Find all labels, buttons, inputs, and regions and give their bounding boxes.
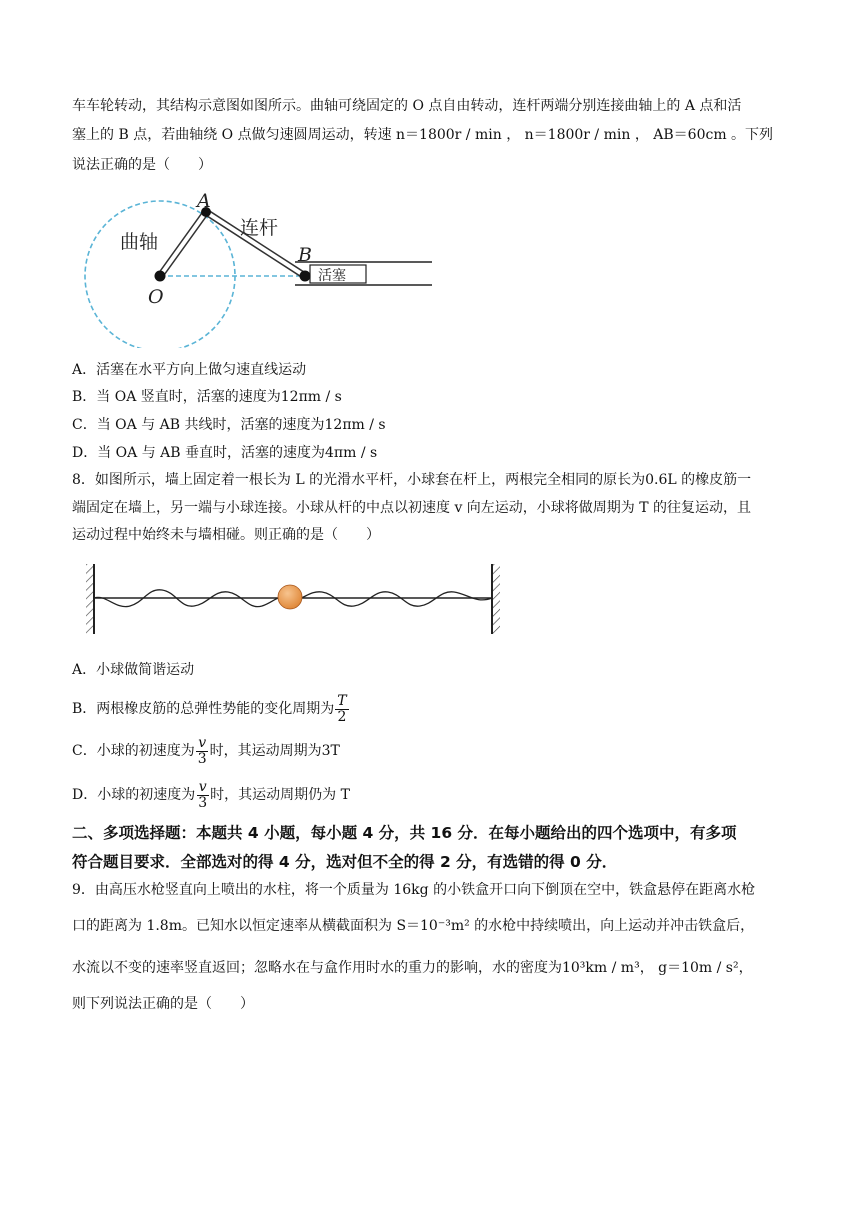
label-point-a: A (197, 190, 211, 212)
label-crank: 曲轴 (120, 231, 159, 253)
label-point-b: B (298, 244, 312, 266)
fraction-v-over-3: $\frac{v}{3}$ (198, 778, 208, 811)
q8-option-d-prefix: D．小球的初速度为 (72, 787, 196, 803)
q8-option-b-text: B．两根橡皮筋的总弹性势能的变化周期为 (72, 701, 335, 717)
fraction-t-over-2: $\frac{T}{2}$ (337, 692, 347, 725)
q8-option-c (72, 734, 340, 768)
crank-arm (160, 212, 206, 276)
ball (278, 585, 302, 609)
q8-option-a: A．小球做简谐运动 (72, 662, 195, 678)
q9-line-2: 口的距离为 1.8m。已知水以恒定速率从横截面积为 S＝10⁻³m² 的水枪中持续喷出，向上运动并冲击铁盒后， (72, 918, 755, 934)
q8-option-c-suffix: 时，其运动周期为3T (209, 743, 340, 759)
q8-option-d (72, 778, 350, 812)
label-point-o: O (148, 286, 164, 308)
q8-option-b (72, 692, 350, 726)
point-o-dot (155, 271, 166, 282)
fraction-v-over-3: $\frac{v}{3}$ (197, 734, 207, 767)
q8-line-3: 运动过程中始终未与墙相碰。则正确的是（ ） (72, 527, 380, 543)
q7-option-c: C．当 OA 与 AB 共线时，活塞的速度为12πm / s (72, 417, 386, 433)
right-wall-hatch (492, 564, 500, 634)
q7-option-b: B．当 OA 竖直时，活塞的速度为12πm / s (72, 389, 342, 405)
q7-option-a: A．活塞在水平方向上做匀速直线运动 (72, 362, 307, 378)
right-rubber-band (290, 592, 492, 606)
q9-line-4: 则下列说法正确的是（ ） (72, 996, 254, 1012)
q8-line-1: 8．如图所示，墙上固定着一根长为 L 的光滑水平杆，小球套在杆上，两根完全相同的原长为0.6L 的橡皮筋一 (72, 472, 752, 488)
label-piston: 活塞 (318, 268, 346, 284)
q9-line-3: 水流以不变的速率竖直返回；忽略水在与盒作用时水的重力的影响，水的密度为10³km / m³， g＝10m / s²， (72, 960, 753, 976)
q8-line-2: 端固定在墙上，另一端与小球连接。小球从杆的中点以初速度 v 向左运动，小球将做周期为 T 的往复运动，且 (72, 500, 752, 516)
q8-option-c-prefix: C．小球的初速度为 (72, 743, 195, 759)
q7-line-2: 塞上的 B 点，若曲轴绕 O 点做匀速圆周运动，转速 n＝1800r / min ， n＝1800r / min ， AB＝60cm 。下列 (72, 127, 774, 143)
q7-line-1: 车车轮转动，其结构示意图如图所示。曲轴可绕固定的 O 点自由转动，连杆两端分别连接曲轴上的 A 点和活 (72, 98, 742, 114)
q9-line-1: 9．由高压水枪竖直向上喷出的水柱，将一个质量为 16kg 的小铁盒开口向下倒顶在空中，铁盒悬停在距离水枪 (72, 882, 756, 898)
section-2-heading-line-1: 二、多项选择题：本题共 4 小题，每小题 4 分，共 16 分．在每小题给出的四个选项中，有多项 (72, 824, 737, 842)
q7-option-d: D．当 OA 与 AB 垂直时，活塞的速度为4πm / s (72, 445, 378, 461)
section-2-heading-line-2: 符合题目要求．全部选对的得 4 分，选对但不全的得 2 分，有选错的得 0 分． (72, 853, 618, 871)
rubber-band-ball-figure (82, 560, 506, 638)
q7-line-3: 说法正确的是（ ） (72, 157, 212, 173)
point-b-dot (300, 271, 311, 282)
label-rod: 连杆 (240, 217, 279, 239)
crank-piston-figure (80, 188, 440, 348)
q8-option-d-suffix: 时，其运动周期仍为 T (210, 787, 350, 803)
left-wall-hatch (86, 564, 94, 634)
